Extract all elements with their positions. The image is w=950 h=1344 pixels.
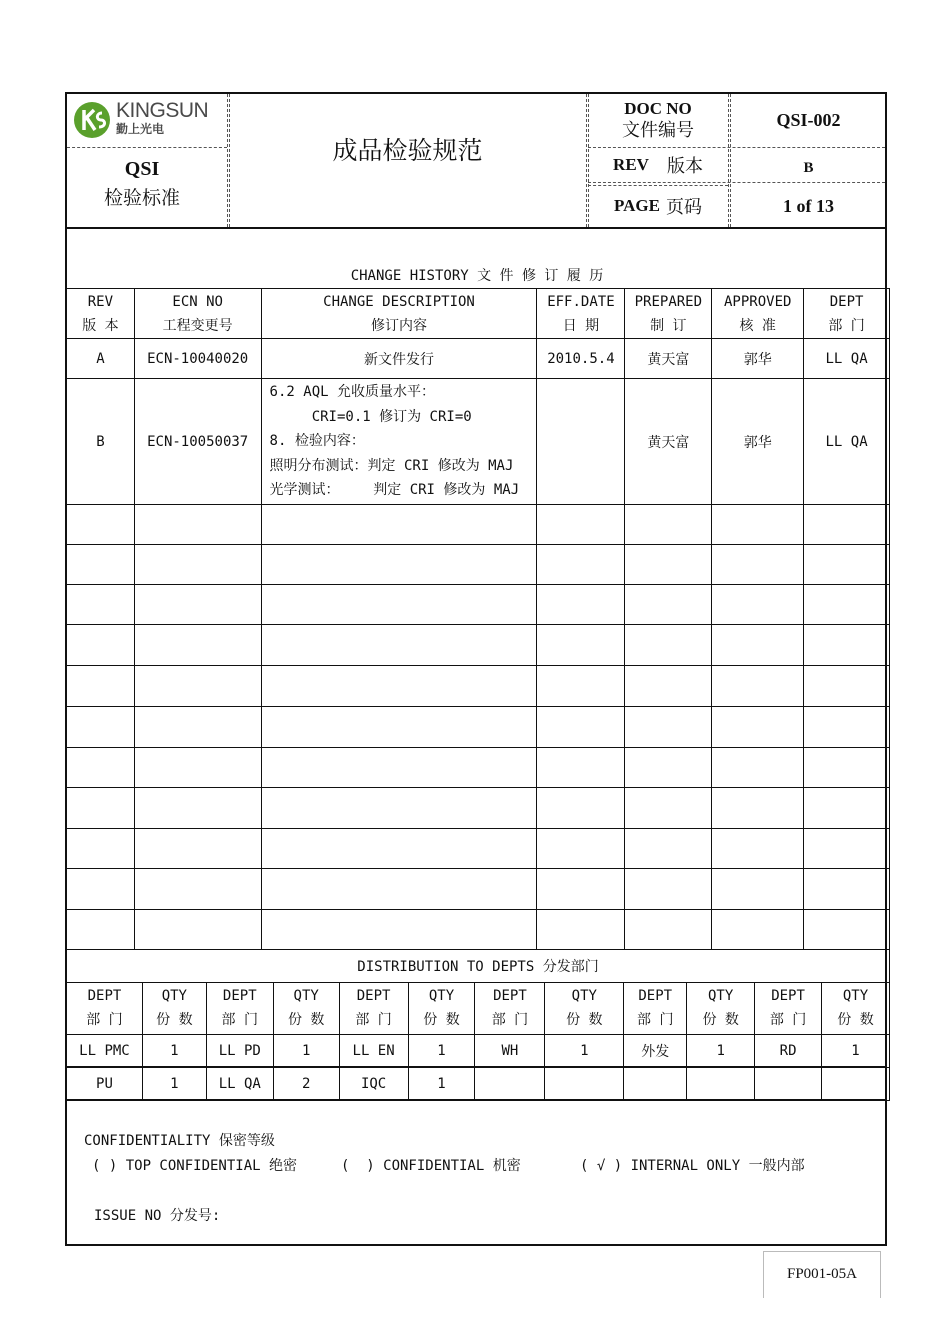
docno-label: DOC NO 文件编号 [622, 99, 694, 141]
table-row [67, 585, 890, 625]
docno-value: QSI-002 [776, 109, 841, 130]
table-row: PU 1 LL QA 2 IQC 1 [67, 1067, 890, 1100]
history-header-row [67, 289, 890, 339]
rev-value: B [803, 160, 814, 176]
table-row: LL PMC 1 LL PD 1 LL EN 1 WH 1 外发 1 RD 1 [67, 1034, 890, 1067]
col-ecn: ECN NO 工程变更号 [134, 289, 261, 339]
table-row [67, 505, 890, 545]
logo-text: KINGSUN [116, 99, 209, 122]
distribution-header-row: DEPT 部 门 QTY 份 数 DEPT 部 门 QTY 份 数 DEPT 部 门 QTY 份 数 DEPT 部 门 QTY 份 数 DEPT 部 门 QTY 份 数 DEPT 部 门 QTY 份 数 [67, 982, 890, 1034]
table-row: A ECN-10040020 新文件发行 2010.5.4 黄天富 郭华 LL QA [67, 339, 890, 379]
document-title: 成品检验规范 [332, 136, 483, 165]
col-description: CHANGE DESCRIPTION 修订内容 [261, 289, 537, 339]
kingsun-logo [72, 94, 222, 146]
page-value: 1 of 13 [783, 195, 834, 216]
col-prepared: PREPARED 制 订 [625, 289, 712, 339]
option-confidential[interactable]: ( ) CONFIDENTIAL 机密 [341, 1158, 521, 1174]
table-row [67, 869, 890, 910]
table-row [67, 829, 890, 869]
rev-label: REV 版本 [613, 154, 703, 177]
col-rev: REV 版 本 [67, 289, 135, 339]
change-description-cell: 6.2 AQL 允收质量水平： CRI=0.1 修订为 CRI=0 8. 检验内容： 照明分布测试：判定 CRI 修改为 MAJ 光学测试： 判定 CRI 修改为 MAJ [261, 379, 537, 505]
col-dept: DEPT 部 门 [804, 289, 890, 339]
option-top-confidential[interactable]: ( ) TOP CONFIDENTIAL 绝密 [92, 1158, 298, 1174]
distribution-table [66, 950, 890, 1101]
table-row [67, 910, 890, 950]
table-row [67, 666, 890, 707]
table-row [67, 625, 890, 666]
option-internal-only[interactable]: ( √ ) INTERNAL ONLY 一般内部 [580, 1158, 805, 1174]
change-history-title: CHANGE HISTORY 文 件 修 订 履 历 [350, 268, 604, 284]
form-code: FP001-05A [786, 1265, 857, 1282]
table-row [67, 748, 890, 788]
inspection-standard-label: 检验标准 [103, 186, 180, 209]
table-row [67, 707, 890, 748]
logo-subtext: 勤上光电 [116, 122, 165, 136]
table-row [67, 788, 890, 829]
qsi-label: QSI [124, 157, 160, 180]
table-row: B ECN-10050037 6.2 AQL 允收质量水平： CRI=0.1 修订为 CRI=0 8. 检验内容： 照明分布测试：判定 CRI 修改为 MAJ 光学测试： 判定 CRI 修改为 MAJ 黄天富 郭华 LL QA [67, 379, 890, 505]
col-approved: APPROVED 核 准 [712, 289, 804, 339]
change-history-table [66, 288, 890, 950]
distribution-title: DISTRIBUTION TO DEPTS 分发部门 [67, 950, 890, 982]
table-row [67, 545, 890, 585]
page-label: PAGE 页码 [614, 196, 702, 218]
confidentiality-title: CONFIDENTIALITY 保密等级 [84, 1133, 275, 1149]
kingsun-logo-icon [72, 100, 112, 140]
col-date: EFF.DATE 日 期 [537, 289, 625, 339]
issue-no-label: ISSUE NO 分发号: [94, 1208, 221, 1224]
